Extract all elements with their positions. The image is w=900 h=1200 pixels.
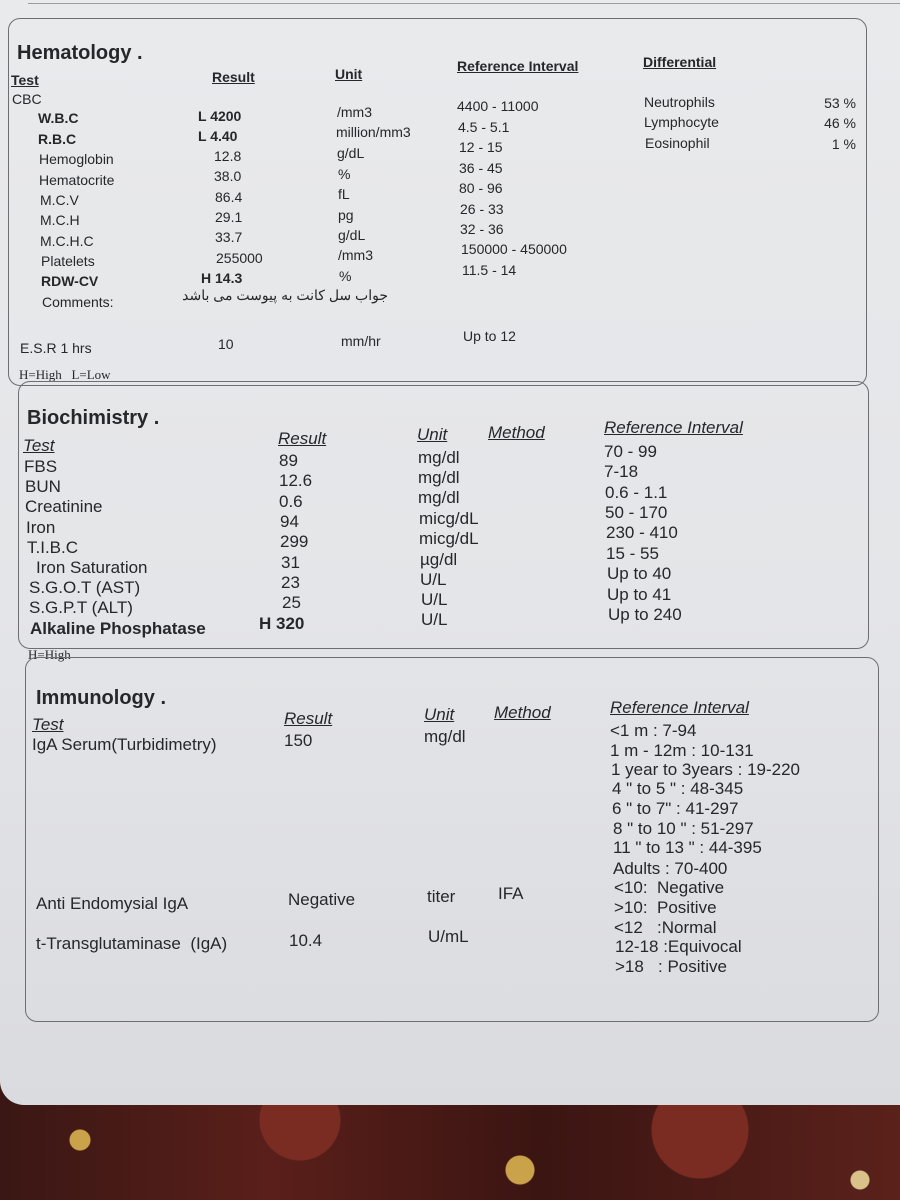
table-row-ref: 15 - 55 bbox=[606, 544, 659, 563]
table-row-ref: 80 - 96 bbox=[459, 180, 503, 196]
table-row-test: Hematocrite bbox=[39, 172, 115, 188]
comments-label: Comments: bbox=[42, 294, 114, 310]
table-row-unit: g/dL bbox=[338, 227, 366, 243]
table-row-test: Hemoglobin bbox=[39, 151, 114, 167]
table-row-test: Platelets bbox=[41, 253, 95, 269]
table-row-unit: micg/dL bbox=[419, 529, 479, 548]
ttg-result: 10.4 bbox=[289, 931, 323, 950]
reference-line: <12 :Normal bbox=[614, 918, 717, 937]
table-row-unit: /mm3 bbox=[337, 104, 372, 120]
table-row-ref: 4400 - 11000 bbox=[457, 98, 539, 114]
table-row-ref: Up to 41 bbox=[607, 585, 672, 604]
table-row-result: 255000 bbox=[216, 250, 263, 266]
immunology-title: Immunology . bbox=[36, 687, 166, 709]
reference-line: 6 " to 7" : 41-297 bbox=[612, 799, 739, 818]
table-row-unit: million/mm3 bbox=[336, 124, 411, 140]
table-row-test: BUN bbox=[25, 477, 61, 496]
ttg-test: t-Transglutaminase (IgA) bbox=[36, 934, 228, 953]
hematology-title: Hematology . bbox=[17, 42, 143, 64]
table-row-ref: 32 - 36 bbox=[460, 221, 504, 237]
table-row-test: M.C.H bbox=[40, 212, 80, 228]
reference-line: 11 " to 13 " : 44-395 bbox=[613, 838, 762, 857]
esr-test: E.S.R 1 hrs bbox=[20, 340, 92, 356]
iga-serum-unit: mg/dl bbox=[424, 727, 466, 746]
table-row-result: 0.6 bbox=[279, 492, 303, 511]
immunology-header-unit: Unit bbox=[424, 705, 455, 724]
table-row-unit: mg/dl bbox=[418, 488, 460, 507]
table-row-ref: 26 - 33 bbox=[460, 201, 504, 217]
table-row-ref: Up to 240 bbox=[608, 605, 682, 624]
top-divider bbox=[28, 0, 900, 4]
iga-serum-test: IgA Serum(Turbidimetry) bbox=[32, 735, 217, 754]
table-row-unit: micg/dL bbox=[419, 509, 479, 528]
table-row-unit: pg bbox=[338, 207, 354, 223]
table-row-unit: % bbox=[338, 166, 351, 182]
table-row-ref: 50 - 170 bbox=[605, 503, 668, 522]
biochemistry-header-reference: Reference Interval bbox=[604, 418, 743, 437]
reference-line: 8 " to 10 " : 51-297 bbox=[613, 819, 754, 838]
hematology-header-result: Result bbox=[212, 69, 255, 85]
reference-line: Adults : 70-400 bbox=[613, 859, 728, 878]
table-row-ref: 12 - 15 bbox=[459, 139, 503, 155]
table-row-test: M.C.H.C bbox=[40, 233, 94, 249]
table-row-test: T.I.B.C bbox=[27, 538, 79, 557]
table-row-result: L 4200 bbox=[198, 108, 242, 124]
differential-value: 53 % bbox=[824, 95, 856, 111]
table-row-unit: µg/dl bbox=[420, 550, 458, 569]
endomysial-unit: titer bbox=[427, 887, 456, 906]
reference-line: 4 " to 5 " : 48-345 bbox=[612, 779, 744, 798]
table-row-ref: 150000 - 450000 bbox=[461, 241, 567, 257]
differential-value: 1 % bbox=[831, 136, 856, 152]
table-row-test: W.B.C bbox=[38, 110, 79, 126]
comments-text: جواب سل کانت به پیوست می باشد bbox=[182, 287, 388, 303]
table-row-test: S.G.O.T (AST) bbox=[29, 578, 141, 597]
biochemistry-header-test: Test bbox=[23, 436, 55, 455]
table-row-test: RDW-CV bbox=[41, 273, 99, 289]
biochemistry-header-unit: Unit bbox=[417, 425, 448, 444]
table-row-result: H 320 bbox=[259, 614, 305, 633]
table-row-unit: g/dL bbox=[337, 145, 365, 161]
table-row-test: Alkaline Phosphatase bbox=[30, 619, 206, 638]
hematology-header-reference: Reference Interval bbox=[457, 58, 579, 74]
table-row-result: L 4.40 bbox=[198, 128, 238, 144]
table-row-test: Iron bbox=[26, 518, 56, 537]
table-row-ref: 4.5 - 5.1 bbox=[458, 119, 510, 135]
reference-line: >10: Positive bbox=[614, 898, 717, 917]
reference-line: 12-18 :Equivocal bbox=[615, 937, 742, 956]
hematology-group-cbc: CBC bbox=[12, 91, 42, 107]
biochemistry-title: Biochimistry . bbox=[27, 407, 160, 429]
table-row-unit: /mm3 bbox=[338, 247, 373, 263]
table-row-test: Iron Saturation bbox=[36, 558, 148, 577]
table-row-result: 12.6 bbox=[279, 471, 313, 490]
biochemistry-legend: H=High bbox=[28, 647, 71, 662]
hematology-header-differential: Differential bbox=[643, 54, 717, 70]
esr-unit: mm/hr bbox=[341, 333, 381, 349]
differential-value: 46 % bbox=[824, 115, 856, 131]
table-row-result: 86.4 bbox=[215, 189, 243, 205]
biochemistry-header-method: Method bbox=[488, 423, 545, 442]
reference-line: <10: Negative bbox=[614, 878, 725, 897]
table-row-result: 29.1 bbox=[215, 209, 243, 225]
endomysial-method: IFA bbox=[498, 884, 524, 903]
table-row-ref: 36 - 45 bbox=[459, 160, 503, 176]
reference-line: >18 : Positive bbox=[615, 957, 727, 976]
table-row-test: FBS bbox=[24, 457, 58, 476]
endomysial-test: Anti Endomysial IgA bbox=[36, 894, 189, 913]
table-row-result: 31 bbox=[281, 553, 300, 572]
iga-serum-result: 150 bbox=[284, 731, 313, 750]
esr-result: 10 bbox=[218, 336, 234, 352]
immunology-header-test: Test bbox=[32, 715, 64, 734]
table-row-unit: U/L bbox=[421, 610, 448, 629]
table-row-result: 23 bbox=[281, 573, 300, 592]
reference-line: 1 m - 12m : 10-131 bbox=[610, 741, 754, 760]
table-row-unit: mg/dl bbox=[418, 448, 460, 467]
differential-name: Neutrophils bbox=[644, 94, 715, 110]
table-row-ref: Up to 40 bbox=[607, 564, 672, 583]
immunology-header-result: Result bbox=[284, 709, 333, 728]
biochemistry-header-result: Result bbox=[278, 429, 327, 448]
differential-name: Lymphocyte bbox=[644, 114, 719, 130]
table-row-ref: 7-18 bbox=[604, 462, 639, 481]
table-row-test: R.B.C bbox=[38, 131, 77, 147]
table-row-test: S.G.P.T (ALT) bbox=[29, 598, 133, 617]
table-row-ref: 230 - 410 bbox=[606, 523, 678, 542]
hematology-header-test: Test bbox=[11, 72, 39, 88]
hematology-panel bbox=[8, 18, 867, 386]
table-row-result: 94 bbox=[280, 512, 299, 531]
table-row-test: M.C.V bbox=[40, 192, 79, 208]
hematology-legend: H=High L=Low bbox=[19, 367, 111, 382]
table-row-result: 299 bbox=[280, 532, 309, 551]
table-row-ref: 0.6 - 1.1 bbox=[605, 483, 668, 502]
table-row-result: 33.7 bbox=[215, 229, 243, 245]
esr-ref: Up to 12 bbox=[463, 328, 516, 344]
table-row-result: 89 bbox=[279, 451, 298, 470]
table-row-unit: U/L bbox=[421, 590, 448, 609]
table-row-unit: fL bbox=[338, 186, 350, 202]
hematology-header-unit: Unit bbox=[335, 66, 363, 82]
table-row-result: 25 bbox=[282, 593, 301, 612]
table-row-ref: 70 - 99 bbox=[604, 442, 657, 461]
table-row-unit: % bbox=[339, 268, 352, 284]
table-row-result: 12.8 bbox=[214, 148, 242, 164]
table-row-test: Creatinine bbox=[25, 497, 103, 516]
ttg-unit: U/mL bbox=[428, 927, 469, 946]
table-row-result: 38.0 bbox=[214, 168, 242, 184]
reference-line: 1 year to 3years : 19-220 bbox=[611, 760, 801, 779]
differential-name: Eosinophil bbox=[645, 135, 710, 151]
immunology-header-reference: Reference Interval bbox=[610, 698, 749, 717]
table-row-unit: mg/dl bbox=[418, 468, 460, 487]
table-row-ref: 11.5 - 14 bbox=[462, 262, 517, 278]
table-row-unit: U/L bbox=[420, 570, 447, 589]
endomysial-result: Negative bbox=[288, 890, 356, 909]
reference-line: <1 m : 7-94 bbox=[610, 721, 697, 740]
table-row-result: H 14.3 bbox=[201, 270, 243, 286]
immunology-header-method: Method bbox=[494, 703, 551, 722]
